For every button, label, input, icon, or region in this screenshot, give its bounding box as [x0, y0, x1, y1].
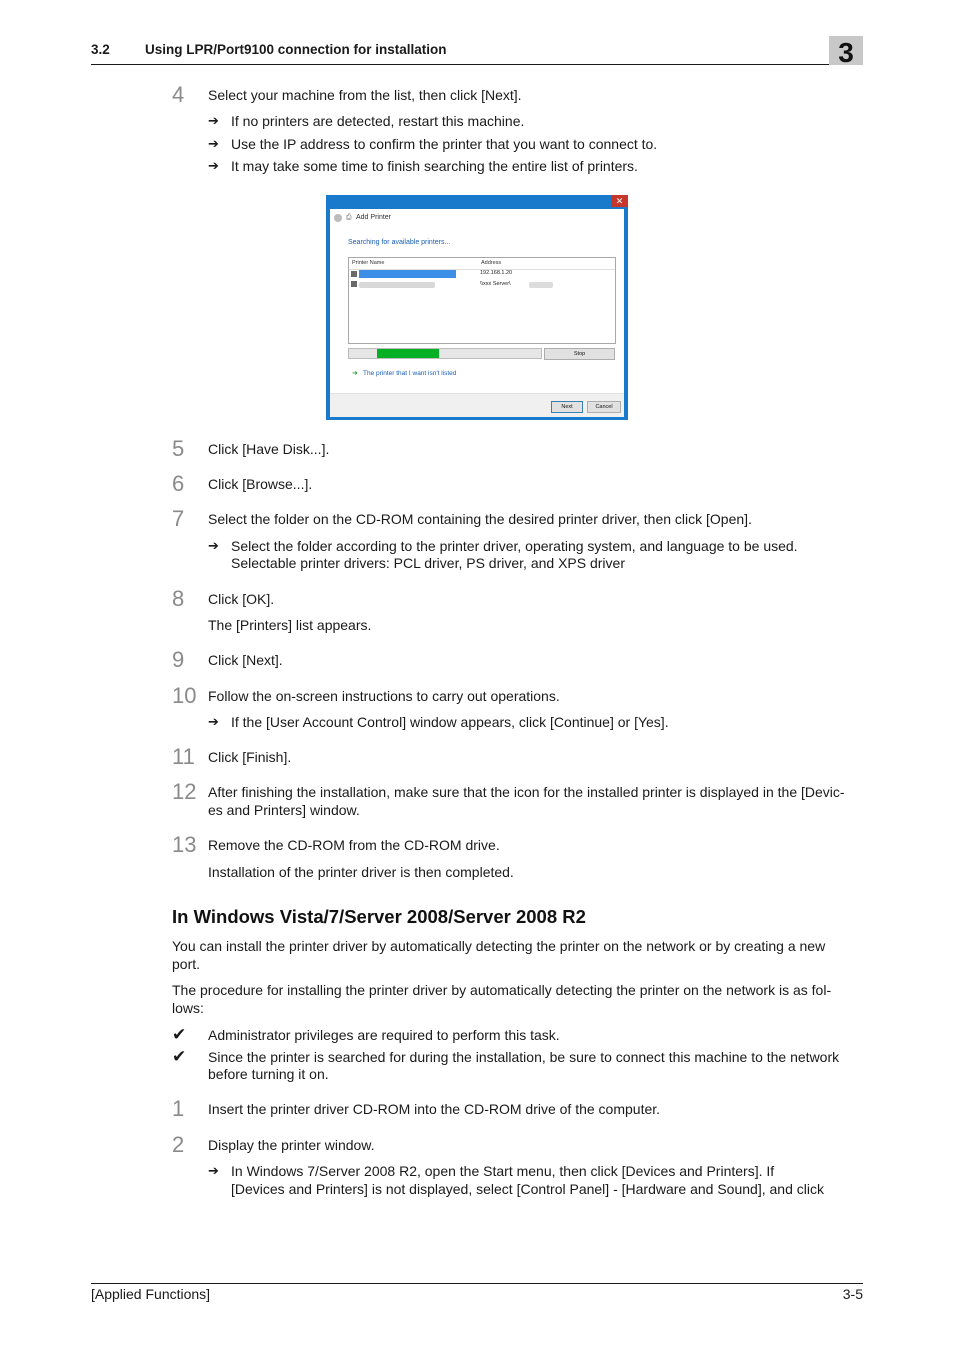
step-note: Use the IP address to confirm the printer that you want to connect to. — [231, 136, 658, 152]
step-note: Select the folder according to the printer driver, operating system, and language to be used. — [231, 538, 798, 554]
step-note: Selectable printer drivers: PCL driver, PS driver, and XPS driver — [231, 555, 625, 571]
page-number: 3-5 — [842, 1286, 863, 1302]
step-text: Select your machine from the list, then click [Next]. — [208, 87, 522, 103]
step-text: Select the folder on the CD-ROM containing the desired printer driver, then click [Open]. — [208, 511, 752, 527]
add-printer-screenshot — [326, 195, 628, 420]
step-number: 1 — [172, 1096, 185, 1121]
step-number: 7 — [172, 506, 185, 531]
arrow-icon: ➔ — [208, 538, 219, 553]
prerequisite-item: Administrator privileges are required to perform this task. — [208, 1027, 560, 1043]
searching-text: Searching for available printers... — [348, 239, 451, 246]
step-note: If no printers are detected, restart this machine. — [231, 113, 525, 129]
step-number: 6 — [172, 471, 185, 496]
section-heading: In Windows Vista/7/Server 2008/Server 2008 R2 — [172, 906, 586, 927]
back-arrow-icon — [334, 214, 342, 222]
step-result: The [Printers] list appears. — [208, 617, 372, 633]
search-progress-bar — [348, 348, 542, 359]
dialog-title: Add Printer — [356, 214, 392, 221]
step-text: After finishing the installation, make sure that the icon for the installed printer is displayed in the [Devic- — [208, 784, 845, 800]
step-number: 10 — [172, 683, 197, 708]
arrow-icon: ➔ — [208, 714, 219, 729]
step-number: 12 — [172, 779, 197, 804]
arrow-icon: ➔ — [208, 113, 219, 128]
step-text: Click [Finish]. — [208, 749, 292, 765]
check-icon: ✔ — [172, 1047, 187, 1066]
printer-icon — [351, 271, 357, 277]
paragraph: port. — [172, 956, 201, 972]
step-number: 8 — [172, 586, 185, 611]
printer-list — [348, 257, 616, 344]
step-number: 4 — [172, 82, 185, 107]
paragraph: You can install the printer driver by automatically detecting the printer on the network or by creating a new — [172, 938, 826, 954]
step-note: It may take some time to finish searching the entire list of printers. — [231, 158, 638, 174]
step-number: 11 — [172, 744, 195, 769]
step-text: Follow the on-screen instructions to carry out operations. — [208, 688, 560, 704]
check-icon: ✔ — [172, 1025, 187, 1044]
close-icon: ✕ — [611, 195, 628, 207]
step-text: Click [Browse...]. — [208, 476, 313, 492]
progress-fill — [377, 349, 439, 358]
chapter-number: 3 — [838, 37, 854, 68]
prerequisite-item: Since the printer is searched for during the installation, be sure to connect this machine to the network — [208, 1049, 840, 1065]
step-note: In Windows 7/Server 2008 R2, open the Start menu, then click [Devices and Printers]. If — [231, 1163, 775, 1179]
next-button[interactable]: Next — [551, 401, 583, 413]
obscured-text — [529, 282, 553, 288]
step-text: Display the printer window. — [208, 1137, 375, 1153]
list-item[interactable] — [359, 282, 435, 288]
row-address: \\xxx Server\ — [480, 281, 511, 287]
step-text: Click [OK]. — [208, 591, 275, 607]
col-printer-name: Printer Name — [352, 260, 385, 266]
arrow-icon: ➔ — [208, 1163, 219, 1178]
cancel-button[interactable]: Cancel — [587, 401, 621, 413]
step-result: Installation of the printer driver is then completed. — [208, 864, 514, 880]
step-number: 2 — [172, 1132, 185, 1157]
printer-icon: ⎙ — [346, 214, 352, 221]
step-number: 13 — [172, 832, 197, 857]
step-note: [Devices and Printers] is not displayed, select [Control Panel] - [Hardware and Sound], and click — [231, 1181, 824, 1197]
arrow-icon: ➔ — [208, 158, 219, 173]
step-number: 5 — [172, 436, 185, 461]
prerequisite-item: before turning it on. — [208, 1066, 329, 1082]
section-title: Using LPR/Port9100 connection for installation — [145, 42, 447, 57]
printer-not-listed-link[interactable]: The printer that I want isn't listed — [363, 370, 457, 377]
step-text: Remove the CD-ROM from the CD-ROM drive. — [208, 837, 500, 853]
printer-icon — [351, 281, 357, 287]
paragraph: lows: — [172, 1000, 204, 1016]
section-number: 3.2 — [91, 42, 110, 57]
row-address: 192.168.1.20 — [480, 270, 513, 276]
arrow-right-icon: ➜ — [352, 370, 358, 377]
step-number: 9 — [172, 647, 185, 672]
arrow-icon: ➔ — [208, 136, 219, 151]
list-item-selected[interactable] — [359, 270, 456, 278]
footer-rule — [91, 1283, 863, 1284]
col-address: Address — [481, 260, 502, 266]
list-header — [349, 258, 615, 270]
footer-left: [Applied Functions] — [91, 1286, 211, 1302]
stop-button[interactable]: Stop — [544, 348, 615, 360]
step-text: es and Printers] window. — [208, 802, 360, 818]
paragraph: The procedure for installing the printer driver by automatically detecting the printer on the network is as fol- — [172, 982, 832, 998]
step-text: Insert the printer driver CD-ROM into the CD-ROM drive of the computer. — [208, 1101, 661, 1117]
step-note: If the [User Account Control] window appears, click [Continue] or [Yes]. — [231, 714, 669, 730]
header-rule — [91, 64, 863, 65]
step-text: Click [Next]. — [208, 652, 283, 668]
step-text: Click [Have Disk...]. — [208, 441, 330, 457]
